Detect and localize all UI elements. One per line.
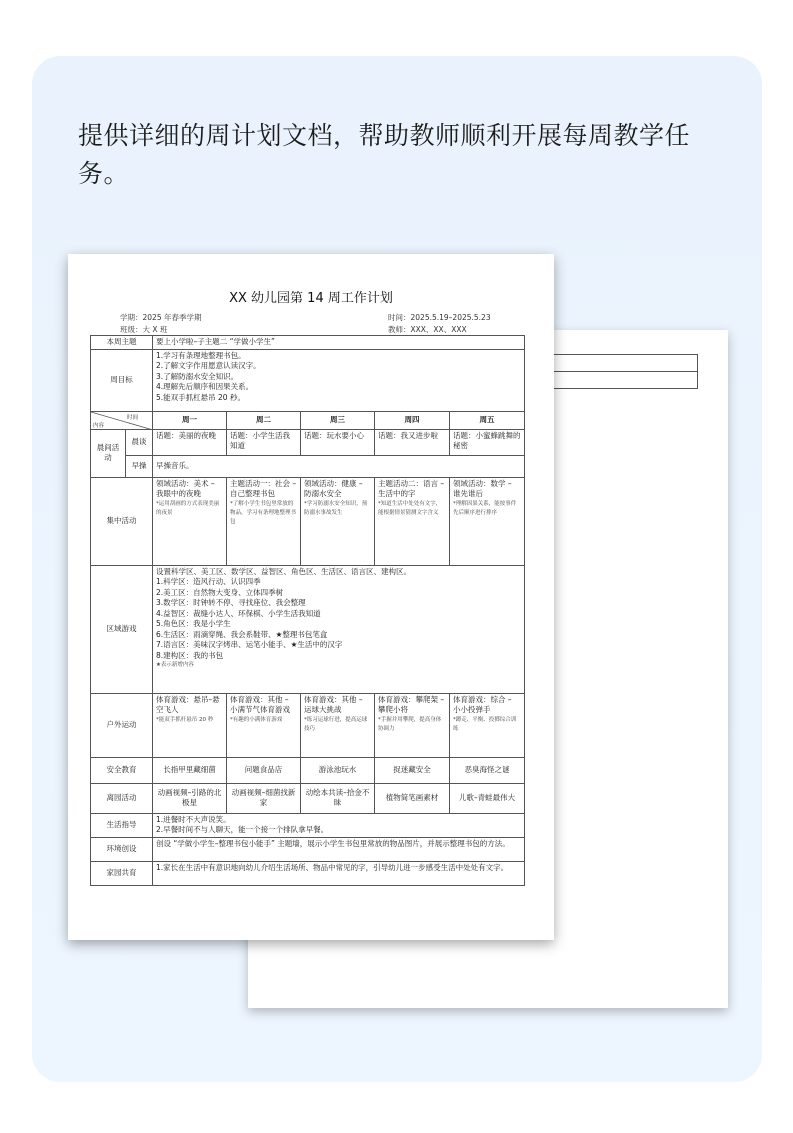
focus-item-note: *运用刮画的方式表现美丽的夜景 <box>156 500 220 516</box>
focus-item <box>227 477 301 565</box>
exercise-value: 早操音乐。 <box>153 455 525 477</box>
corner-content: 内容 <box>93 422 105 429</box>
environment-label: 环境创设 <box>91 837 153 861</box>
outdoor-item-note: *有趣的小满体育游戏 <box>230 716 283 723</box>
focus-item-main: 领域活动：数学 – 谁先谁后 <box>453 478 512 498</box>
area-line: 7.语言区：美味汉字烤串、运笔小能手、★生活中的汉字 <box>156 640 343 649</box>
focus-item-note: *了解小学生书包里常放的物品，学习有条理地整理书包 <box>230 500 297 525</box>
area-line: 设置科学区、美工区、数学区、益智区、角色区、生活区、语言区、建构区。 <box>156 566 411 576</box>
outdoor-item-main: 体育游戏：悬吊–悬空飞人 <box>156 694 220 714</box>
area-line: 2.美工区：自然物大变身、立体四季树 <box>156 587 284 597</box>
area-line: 1.科学区：造风行动、认识四季 <box>156 577 261 586</box>
day-wednesday: 周三 <box>301 411 375 429</box>
leaving-item: 动画视频–引路的北极星 <box>153 783 227 813</box>
outdoor-item-main: 体育游戏：其他 – 小满节气体育游戏 <box>230 694 290 714</box>
semester: 学期：2025 年春季学期 <box>120 313 202 322</box>
focus-item-note: *知道生活中处处有文字，能根据情景猜测文字含义 <box>378 500 442 516</box>
life-line: 1.进餐时不大声说笑。 <box>156 814 231 824</box>
talk-item: 话题：小蜜蜂跳舞的秘密 <box>450 429 525 455</box>
area-line: 4.益智区：裁缝小达人、环保棋、小学生活我知道 <box>156 608 321 618</box>
safety-item: 长指甲里藏细菌 <box>153 757 227 783</box>
date-range: 时间：2025.5.19–2025.5.23 <box>388 313 491 322</box>
focus-item-note: *理解因果关系，能按事件先后顺序进行排序 <box>453 500 517 516</box>
talk-item: 话题：小学生活我知道 <box>227 429 301 455</box>
talk-item: 话题：玩水要小心 <box>301 429 375 455</box>
home-label: 家园共育 <box>91 861 153 885</box>
focus-label: 集中活动 <box>91 477 153 565</box>
outdoor-label: 户外运动 <box>91 693 153 757</box>
outdoor-item-note: *练习运球行进，提高运球技巧 <box>304 716 368 732</box>
goal-item: 5.能双手抓杠悬吊 20 秒。 <box>156 392 245 402</box>
focus-item <box>375 477 450 565</box>
goal-list <box>153 349 525 411</box>
environment-value: 创设 “学做小学生–整理书包小能手” 主题墙，展示小学生书包里常放的物品图片，并展示整理书包的方法。 <box>153 837 525 861</box>
talk-label: 晨谈 <box>126 429 153 455</box>
talk-item: 话题：美丽的夜晚 <box>153 429 227 455</box>
focus-item <box>301 477 375 565</box>
outdoor-item-note: *手握并用攀爬，提高身体协调力 <box>378 716 442 732</box>
home-value: 1.家长在生活中有意识地向幼儿介绍生活场所、物品中常见的字，引导幼儿进一步感受生活中处处有文字。 <box>153 861 525 885</box>
leaving-item: 动画视频–细菌找新家 <box>227 783 301 813</box>
leaving-item: 植物简笔画素材 <box>375 783 450 813</box>
day-tuesday: 周二 <box>227 411 301 429</box>
safety-item: 恶臭海怪之谜 <box>450 757 525 783</box>
focus-item-main: 主题活动一：社会 – 自己整理书包 <box>230 478 297 498</box>
weekly-plan-table <box>90 335 525 886</box>
focus-item <box>153 477 227 565</box>
teachers: 教师：XXX、XX、XXX <box>388 325 467 334</box>
focus-item <box>450 477 525 565</box>
exercise-label: 早操 <box>126 455 153 477</box>
front-document-page <box>68 254 554 940</box>
focus-item-main: 领域活动：美术 – 我眼中的夜晚 <box>156 478 215 498</box>
area-line: 8.建构区：我的书包 <box>156 650 224 660</box>
safety-item: 问题食品店 <box>227 757 301 783</box>
outdoor-item <box>227 693 301 757</box>
outdoor-item <box>450 693 525 757</box>
area-label: 区域游戏 <box>91 565 153 693</box>
life-list <box>153 813 525 837</box>
area-list <box>153 565 525 693</box>
life-line: 2.早餐时间不与人聊天，能一个接一个排队拿早餐。 <box>156 825 329 834</box>
leaving-item: 动绘本共读–拾金不昧 <box>301 783 375 813</box>
goal-label: 周目标 <box>91 349 153 411</box>
outdoor-item-main: 体育游戏：其他 – 运球大挑战 <box>304 694 363 714</box>
focus-item-main: 领域活动：健康 – 防溺水安全 <box>304 478 363 498</box>
goal-item: 4.理解先后顺序和因果关系。 <box>156 382 254 391</box>
safety-label: 安全教育 <box>91 757 153 783</box>
morning-label: 晨间活动 <box>91 429 126 477</box>
safety-item: 捉迷藏安全 <box>375 757 450 783</box>
corner-time: 时间 <box>127 414 139 421</box>
document-title: XX 幼儿园第 14 周工作计划 <box>229 291 393 306</box>
outdoor-item-main: 体育游戏：综合 – 小小投弹手 <box>453 694 512 714</box>
area-line: 3.数学区：时钟转不停、寻找座位、我会整理 <box>156 598 306 607</box>
class-name: 班级：大 X 班 <box>120 325 168 334</box>
outdoor-item-main: 体育游戏：攀爬架 – 攀爬小将 <box>378 694 445 714</box>
outdoor-item <box>153 693 227 757</box>
outdoor-item-note: *能双手抓杆悬吊 20 秒 <box>156 716 214 723</box>
outdoor-item-note: *蹲走、平衡、投掷综合训练 <box>453 716 517 732</box>
day-monday: 周一 <box>153 411 227 429</box>
life-label: 生活指导 <box>91 813 153 837</box>
day-thursday: 周四 <box>375 411 450 429</box>
goal-item: 2.了解文字作用愿意认读汉字。 <box>156 361 261 370</box>
headline: 提供详细的周计划文档，帮助教师顺利开展每周教学任务。 <box>78 121 691 188</box>
outdoor-item <box>301 693 375 757</box>
leaving-label: 离园活动 <box>91 783 153 813</box>
area-line: 5.角色区：我是小学生 <box>156 619 231 628</box>
area-legend: ★表示新增内容 <box>156 662 194 668</box>
goal-item: 1.学习有条理地整理书包。 <box>156 350 246 360</box>
day-friday: 周五 <box>450 411 525 429</box>
theme-value: 要上小学啦–子主题二 “学做小学生” <box>153 336 525 350</box>
outdoor-item <box>375 693 450 757</box>
corner-cell <box>91 411 153 429</box>
leaving-item: 儿歌–青蛙最伟大 <box>450 783 525 813</box>
focus-item-note: *学习防溺水安全知识，预防溺水事故发生 <box>304 500 368 516</box>
theme-label: 本周主题 <box>91 336 153 350</box>
safety-item: 游泳池玩水 <box>301 757 375 783</box>
area-line: 6.生活区：雨滴穿绳、我会系鞋带、★整理书包笔盒 <box>156 629 328 639</box>
goal-item: 3.了解防溺水安全知识。 <box>156 371 239 381</box>
talk-item: 话题：我又进步啦 <box>375 429 450 455</box>
focus-item-main: 主题活动二：语言 – 生活中的字 <box>378 478 445 498</box>
